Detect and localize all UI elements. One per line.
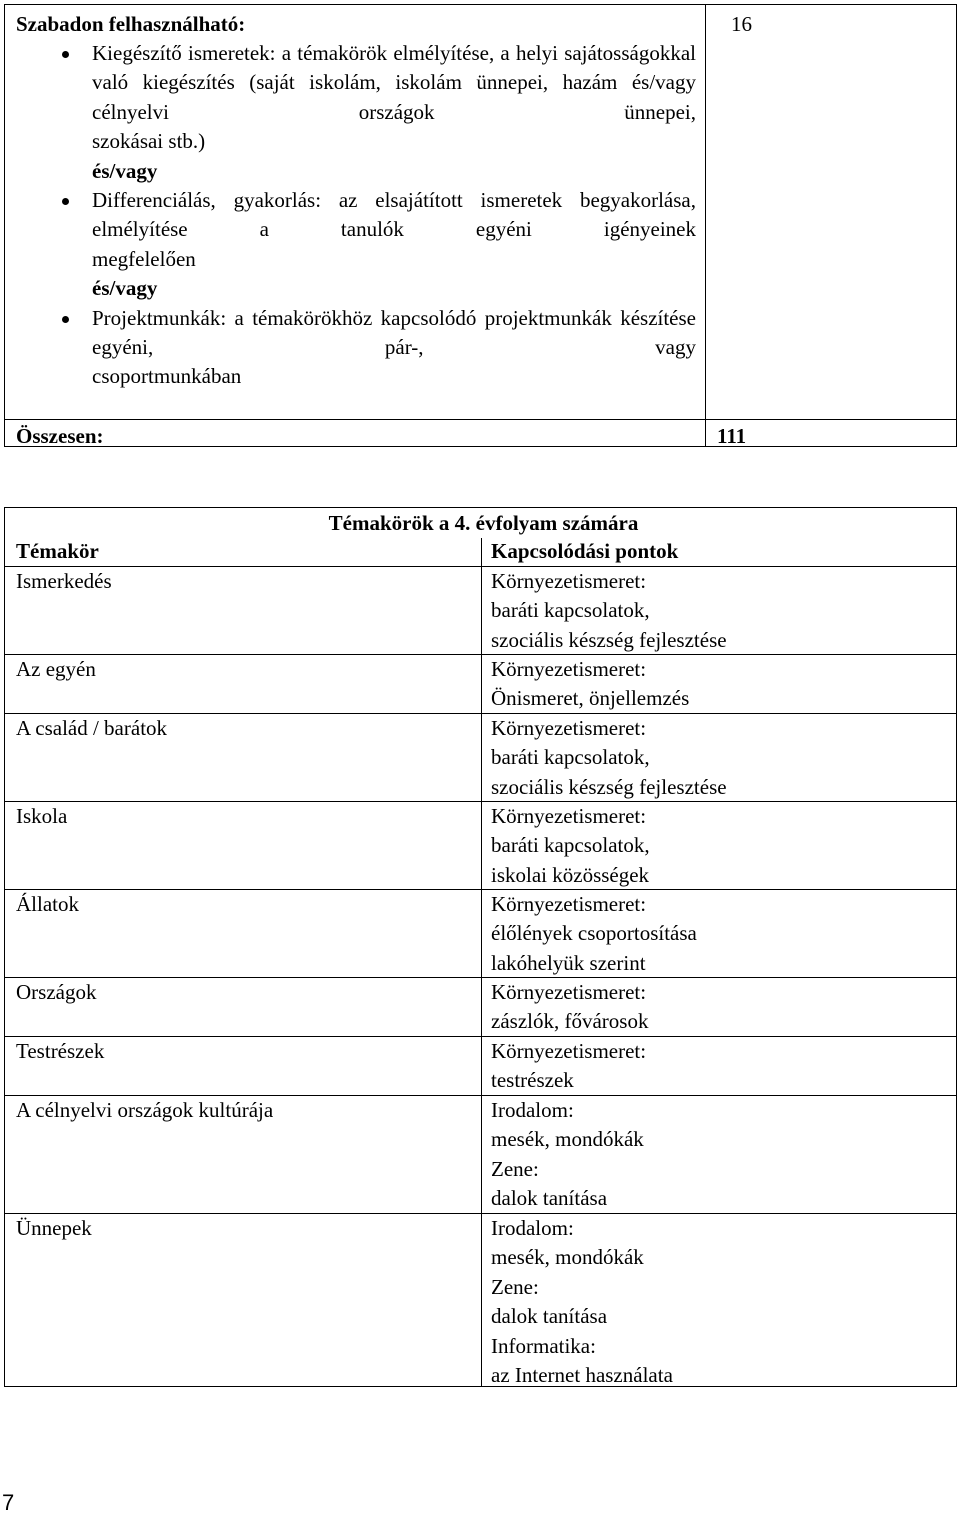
free-time-list bbox=[16, 39, 696, 392]
list-item-text: megfelelően bbox=[92, 246, 196, 271]
topics-table-title bbox=[5, 508, 956, 538]
link-line: Környezetismeret: bbox=[491, 804, 647, 828]
topic-cell: A család / barátok bbox=[16, 716, 168, 740]
link-line: mesék, mondókák bbox=[491, 1127, 644, 1152]
link-line: Zene: bbox=[491, 1274, 539, 1299]
links-column-header: Kapcsolódási pontok bbox=[491, 539, 679, 563]
link-line: Környezetismeret: bbox=[491, 1039, 647, 1063]
links-cell bbox=[491, 1037, 646, 1096]
topics-table bbox=[4, 507, 957, 1387]
topic-cell: Ünnepek bbox=[16, 1216, 92, 1240]
topic-cell: Testrészek bbox=[16, 1039, 105, 1063]
link-line: Környezetismeret: bbox=[491, 892, 647, 916]
bullet-icon bbox=[62, 316, 69, 323]
links-cell bbox=[491, 567, 727, 655]
hours-value: 16 bbox=[731, 12, 752, 36]
link-line: testrészek bbox=[491, 1068, 574, 1093]
list-item bbox=[16, 304, 696, 392]
link-line: baráti kapcsolatok, bbox=[491, 833, 650, 858]
row-divider bbox=[5, 801, 956, 802]
link-line: baráti kapcsolatok, bbox=[491, 745, 650, 770]
link-line: szociális készség fejlesztése bbox=[491, 627, 727, 652]
list-item bbox=[16, 39, 696, 157]
link-line: lakóhelyük szerint bbox=[491, 950, 646, 975]
link-line: Irodalom: bbox=[491, 1216, 574, 1240]
list-item-text: szokásai stb.) bbox=[92, 129, 206, 154]
list-item-text: Projektmunkák: a témakörökhöz kapcsolódó projektmunkák készítése egyéni, pár-, vagy bbox=[92, 305, 696, 360]
link-line: szociális készség fejlesztése bbox=[491, 774, 727, 799]
total-value: 111 bbox=[717, 424, 747, 448]
column-divider bbox=[481, 508, 482, 1386]
link-line: baráti kapcsolatok, bbox=[491, 598, 650, 623]
topic-cell: Iskola bbox=[16, 804, 68, 828]
link-line: Környezetismeret: bbox=[491, 657, 647, 681]
links-cell bbox=[491, 655, 689, 714]
link-line: dalok tanítása bbox=[491, 1186, 608, 1211]
free-time-table bbox=[4, 4, 957, 447]
link-line: mesék, mondókák bbox=[491, 1245, 644, 1270]
topic-cell: Az egyén bbox=[16, 657, 96, 681]
row-divider bbox=[5, 1036, 956, 1037]
row-divider bbox=[5, 654, 956, 655]
topic-cell: Állatok bbox=[16, 892, 79, 916]
link-line: Önismeret, önjellemzés bbox=[491, 686, 690, 711]
free-time-heading: Szabadon felhasználható: bbox=[16, 12, 246, 36]
link-line: Környezetismeret: bbox=[491, 716, 647, 740]
link-line: Zene: bbox=[491, 1156, 539, 1181]
row-divider bbox=[5, 977, 956, 978]
list-item-text: csoportmunkában bbox=[92, 364, 242, 389]
bullet-icon bbox=[62, 198, 69, 205]
links-cell bbox=[491, 802, 650, 890]
links-cell bbox=[491, 890, 697, 978]
link-line: Informatika: bbox=[491, 1333, 596, 1358]
links-cell bbox=[491, 978, 648, 1037]
joiner-text: és/vagy bbox=[92, 158, 158, 183]
page-number: 7 bbox=[2, 1490, 15, 1515]
links-cell bbox=[491, 714, 727, 802]
link-line: Környezetismeret: bbox=[491, 980, 647, 1004]
topic-cell: Országok bbox=[16, 980, 97, 1004]
list-item-text: Kiegészítő ismeretek: a témakörök elmélyítése, a helyi sajátosságokkal való kiegészítés (saját iskolám, iskolám ünnepei, hazám és/vagy célnyelvi országok ünnepei, bbox=[92, 41, 696, 124]
topic-cell: A célnyelvi országok kultúrája bbox=[16, 1098, 274, 1122]
row-divider bbox=[5, 1213, 956, 1214]
row-divider bbox=[5, 419, 956, 420]
list-item bbox=[16, 186, 696, 274]
list-item-text: Differenciálás, gyakorlás: az elsajátított ismeretek begyakorlása, elmélyítése a tanulók egyéni igényeinek bbox=[92, 188, 696, 242]
link-line: iskolai közösségek bbox=[491, 862, 650, 887]
column-divider bbox=[705, 5, 706, 446]
links-cell bbox=[491, 1214, 673, 1390]
row-divider bbox=[5, 889, 956, 890]
topic-cell: Ismerkedés bbox=[16, 569, 112, 593]
links-cell bbox=[491, 1096, 644, 1214]
link-line: zászlók, fővárosok bbox=[491, 1009, 649, 1034]
link-line: élőlények csoportosítása bbox=[491, 921, 697, 946]
bullet-icon bbox=[62, 51, 69, 58]
total-label: Összesen: bbox=[16, 424, 104, 448]
link-line: Környezetismeret: bbox=[491, 569, 647, 593]
row-divider bbox=[5, 566, 956, 567]
link-line: Irodalom: bbox=[491, 1098, 574, 1122]
link-line: az Internet használata bbox=[491, 1363, 673, 1388]
table-title-text: Témakörök a 4. évfolyam számára bbox=[328, 511, 639, 535]
joiner-text: és/vagy bbox=[92, 276, 158, 301]
topic-column-header: Témakör bbox=[16, 539, 99, 563]
link-line: dalok tanítása bbox=[491, 1304, 608, 1329]
